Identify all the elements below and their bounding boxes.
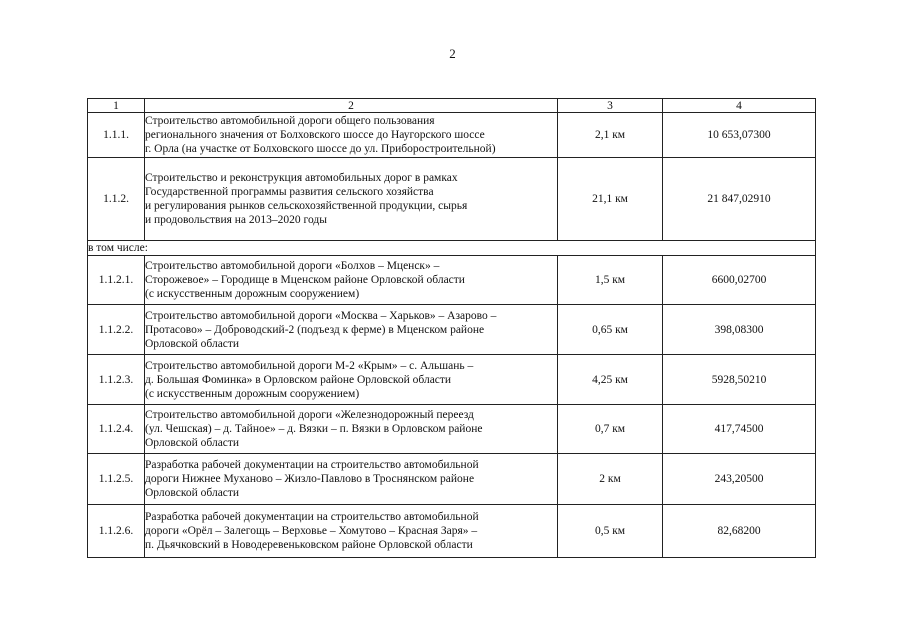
table-row: [88, 113, 816, 158]
table-row: [88, 405, 816, 454]
description-line: Строительство автомобильной дороги общего пользования: [145, 115, 435, 127]
description-line: Строительство автомобильной дороги «Болхов – Мценск» –: [145, 260, 440, 272]
description-line: (с искусственным дорожным сооружением): [145, 288, 360, 300]
description-line: дороги Нижнее Муханово – Жизло-Павлово в Троснянском районе: [145, 473, 475, 485]
description-line: Строительство и реконструкция автомобильных дорог в рамках: [145, 172, 458, 184]
row-description: [145, 158, 558, 241]
description-line: и регулирования рынков сельскохозяйственной продукции, сырья: [145, 200, 468, 212]
row-length: 0,7 км: [558, 405, 663, 454]
road-construction-table: [87, 98, 816, 558]
row-number: 1.1.2.1.: [88, 256, 145, 305]
description-line: Строительство автомобильной дороги М-2 «Крым» – с. Альшань –: [145, 359, 474, 372]
table-row: [88, 505, 816, 558]
row-number: 1.1.2.5.: [88, 454, 145, 505]
table-row: [88, 305, 816, 355]
row-description: [145, 113, 558, 158]
row-length: 4,25 км: [558, 355, 663, 405]
row-cost: 243,20500: [663, 454, 816, 505]
column-header-1: 1: [88, 99, 145, 113]
description-line: регионального значения от Болховского шоссе до Наугорского шоссе: [145, 129, 485, 141]
description-line: Протасово» – Доброводский-2 (подъезд к ферме) в Мценском районе: [145, 323, 485, 336]
row-length: 0,65 км: [558, 305, 663, 355]
row-cost: 10 653,07300: [663, 113, 816, 158]
description-line: Разработка рабочей документации на строительство автомобильной: [145, 511, 479, 523]
column-header-4: 4: [663, 99, 816, 113]
row-description: [145, 405, 558, 454]
description-line: Орловской области: [145, 487, 240, 499]
description-line: Орловской области: [145, 437, 240, 449]
description-line: (ул. Чешская) – д. Тайное» – д. Вязки – п. Вязки в Орловском районе: [145, 423, 483, 435]
row-number: 1.1.2.: [88, 158, 145, 241]
row-number: 1.1.2.3.: [88, 355, 145, 405]
column-header-2: 2: [145, 99, 558, 113]
page-number: 2: [449, 46, 456, 61]
table-row: [88, 454, 816, 505]
table-header-row: [88, 99, 816, 113]
row-number: 1.1.1.: [88, 113, 145, 158]
description-line: Сторожевое» – Городище в Мценском районе Орловской области: [145, 274, 465, 286]
description-line: п. Дьячковский в Новодеревеньковском районе Орловской области: [145, 539, 473, 551]
row-length: 2 км: [558, 454, 663, 505]
table-row: [88, 158, 816, 241]
description-line: Орловской области: [145, 337, 240, 350]
row-cost: 417,74500: [663, 405, 816, 454]
row-description: [145, 454, 558, 505]
description-line: дороги «Орёл – Залегощь – Верховье – Хомутово – Красная Заря» –: [145, 525, 478, 537]
row-number: 1.1.2.6.: [88, 505, 145, 558]
description-line: Строительство автомобильной дороги «Железнодорожный переезд: [145, 409, 474, 421]
row-length: 21,1 км: [558, 158, 663, 241]
description-line: и продовольствия на 2013–2020 годы: [145, 214, 327, 226]
row-number: 1.1.2.2.: [88, 305, 145, 355]
row-number: 1.1.2.4.: [88, 405, 145, 454]
row-cost: 82,68200: [663, 505, 816, 558]
row-cost: 6600,02700: [663, 256, 816, 305]
table-row: [88, 256, 816, 305]
row-cost: 21 847,02910: [663, 158, 816, 241]
description-line: Государственной программы развития сельского хозяйства: [145, 186, 434, 198]
row-description: [145, 256, 558, 305]
row-cost: 5928,50210: [663, 355, 816, 405]
row-cost: 398,08300: [663, 305, 816, 355]
table-row: [88, 355, 816, 405]
subheader-label: в том числе:: [88, 241, 816, 256]
description-line: Разработка рабочей документации на строительство автомобильной: [145, 459, 479, 471]
description-line: Строительство автомобильной дороги «Москва – Харьков» – Азарово –: [145, 309, 497, 322]
row-length: 1,5 км: [558, 256, 663, 305]
subheader-row: [88, 241, 816, 256]
row-description: [145, 355, 558, 405]
description-line: г. Орла (на участке от Болховского шоссе до ул. Приборостроительной): [145, 143, 496, 155]
column-header-3: 3: [558, 99, 663, 113]
description-line: (с искусственным дорожным сооружением): [145, 387, 360, 400]
description-line: д. Большая Фоминка» в Орловском районе Орловской области: [145, 373, 452, 386]
row-length: 2,1 км: [558, 113, 663, 158]
row-description: [145, 505, 558, 558]
row-description: [145, 305, 558, 355]
row-length: 0,5 км: [558, 505, 663, 558]
